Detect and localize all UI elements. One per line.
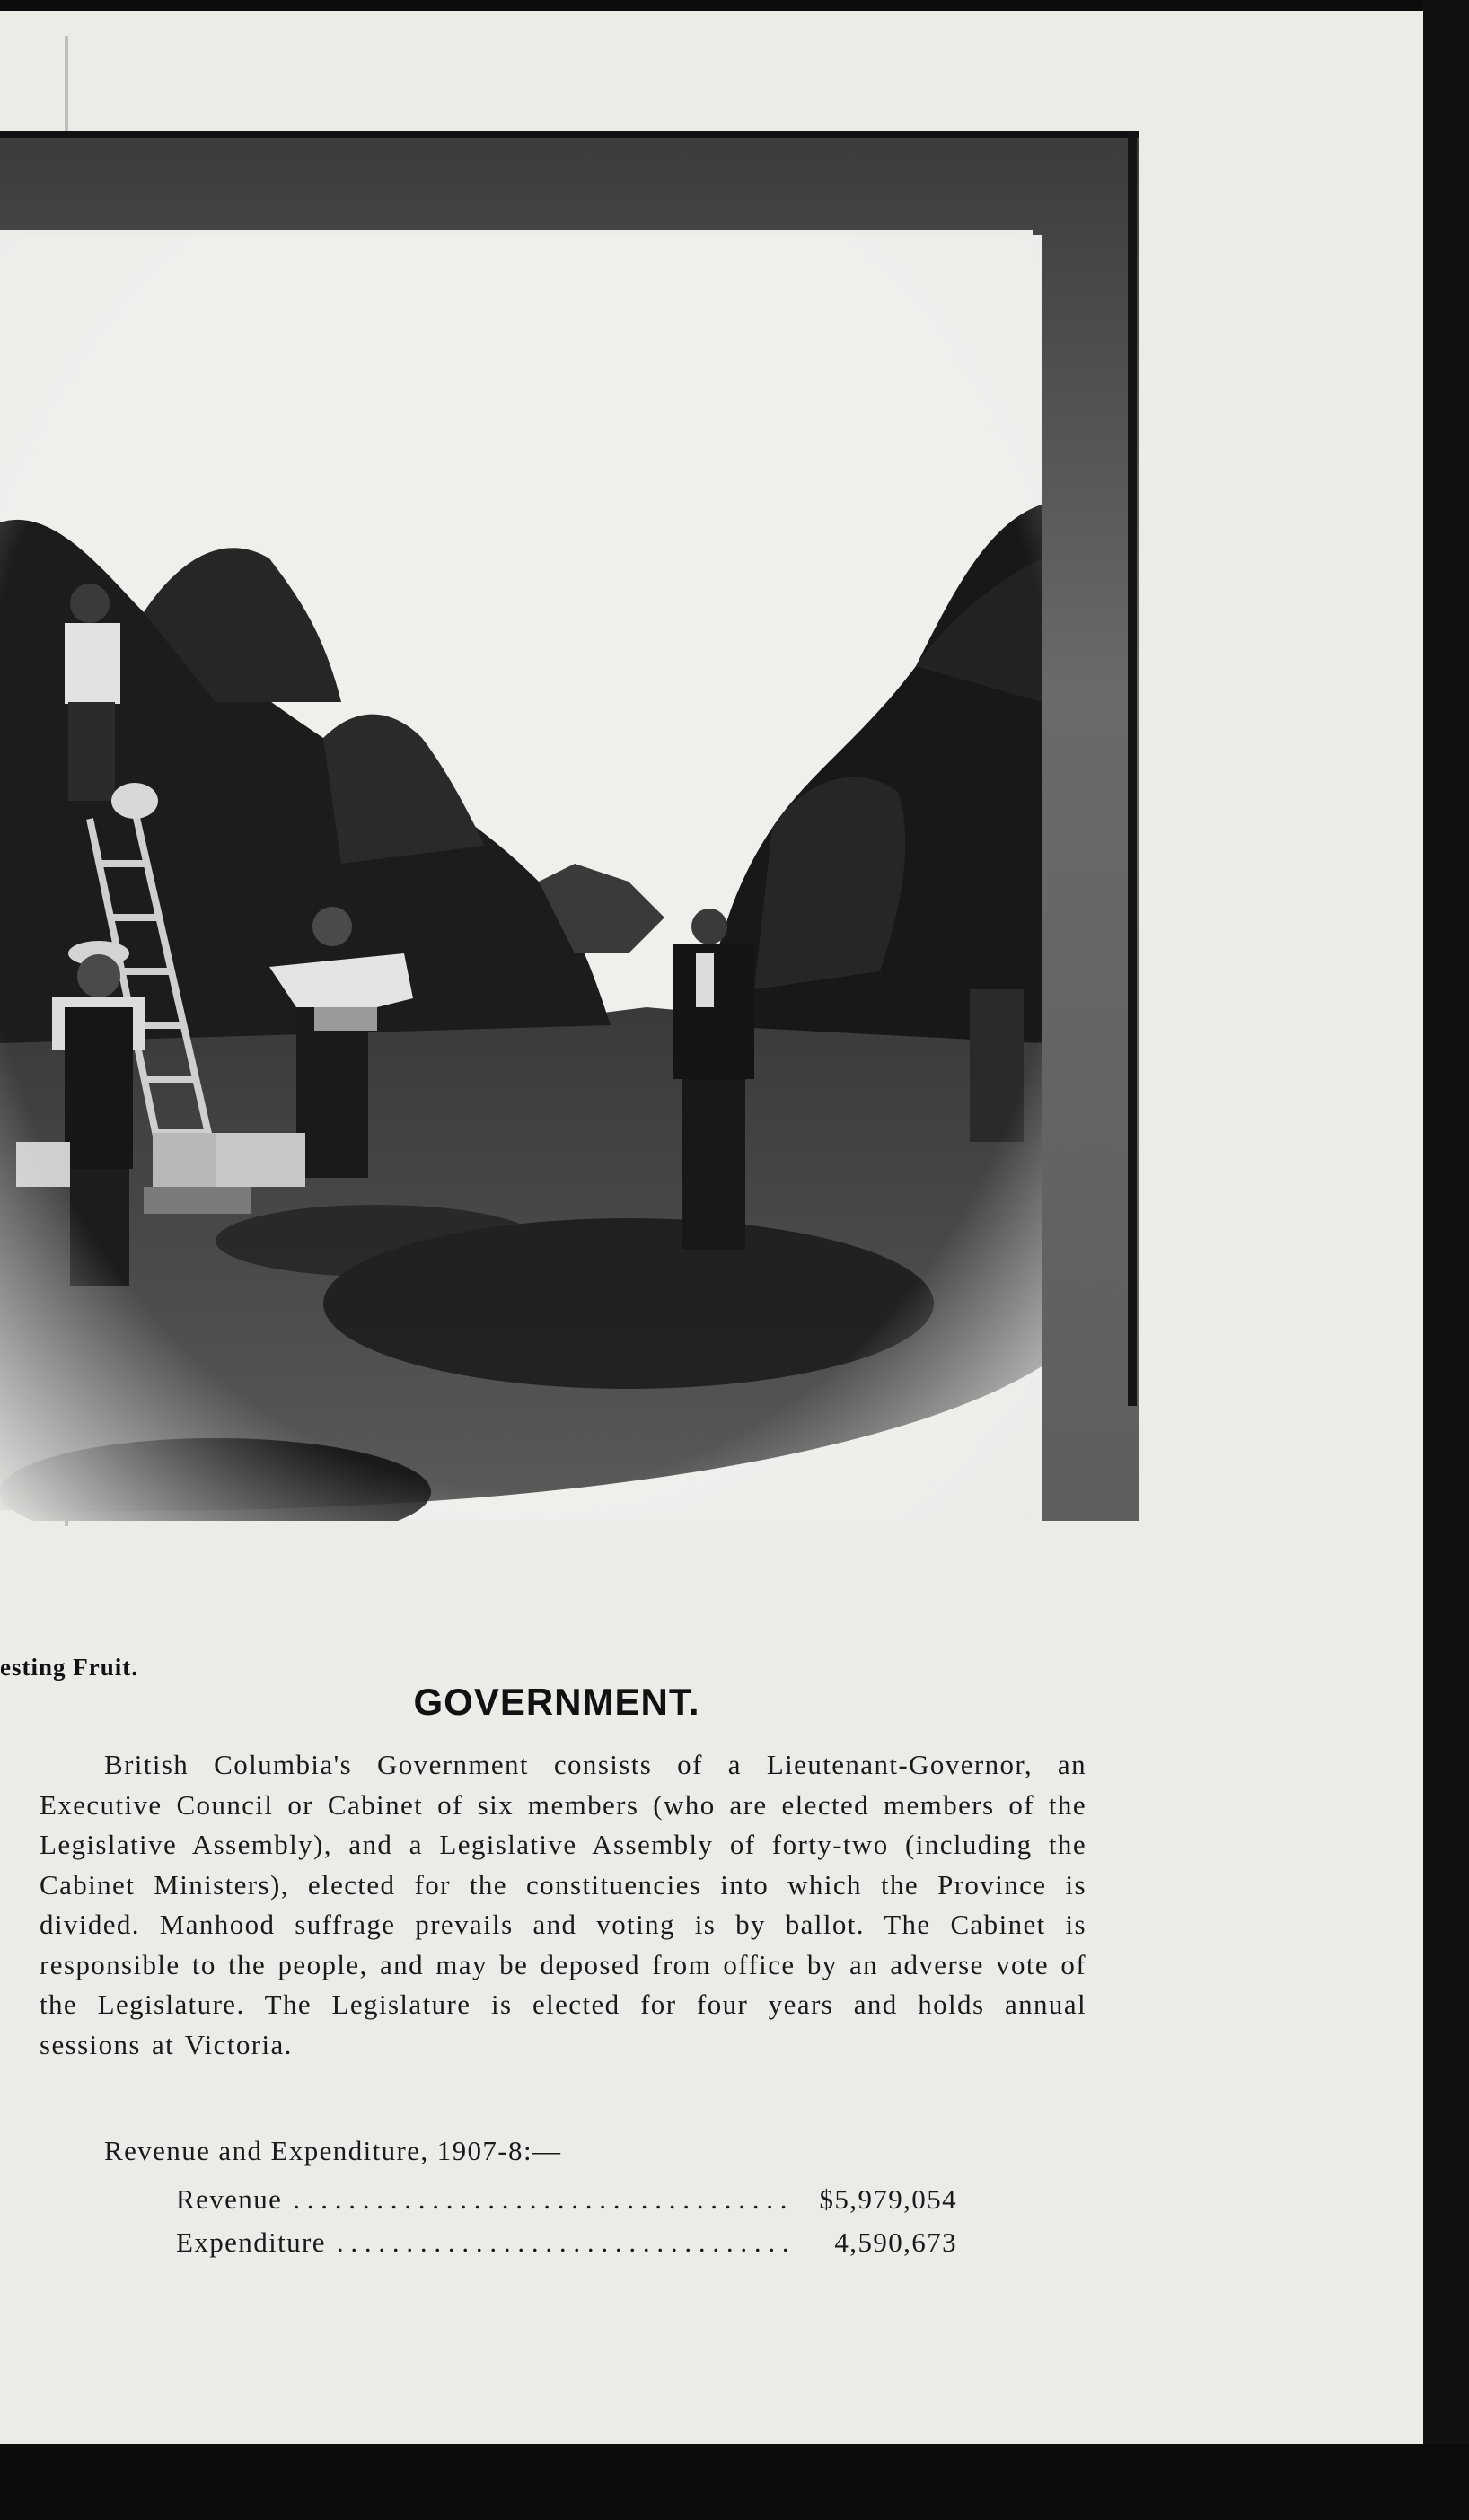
- finance-label: Expenditure: [176, 2226, 326, 2258]
- photo-frame: [0, 131, 1139, 1521]
- dot-leader: [337, 2226, 794, 2259]
- frame-line-top: [0, 131, 1139, 138]
- orchard-photo: [0, 235, 1042, 1521]
- orchard-photo-image: [0, 235, 1042, 1521]
- finance-row-revenue: [176, 2183, 957, 2216]
- finance-label: Revenue: [176, 2183, 283, 2215]
- frame-line-right: [1128, 131, 1137, 1406]
- photo-caption: esting Fruit.: [0, 1654, 138, 1681]
- finance-amount: $5,979,054: [819, 2183, 957, 2215]
- government-paragraph: British Columbia's Government consists of a Lieutenant-Governor, an Executive Council or Cabinet of six members (who are elected members of the Legislative Assembly), and a Legislative Assembly of forty-two (including the Cabinet Ministers), elected for the constituencies into which the Province is divided. Manhood suffrage prevails and voting is by ballot. The Cabinet is responsible to the people, and may be deposed from office by an adverse vote of the Legislature. The Legislature is elected for four years and holds annual sessions at Victoria.: [40, 1749, 1086, 2060]
- section-heading: GOVERNMENT.: [413, 1681, 700, 1723]
- finance-amount: 4,590,673: [834, 2226, 957, 2258]
- scan-bottom-edge: [0, 2444, 1469, 2520]
- dot-leader: [293, 2183, 794, 2216]
- scan-edge: [1423, 0, 1469, 2520]
- finance-row-expenditure: [176, 2226, 957, 2259]
- finance-heading: Revenue and Expenditure, 1907-8:—: [104, 2135, 562, 2166]
